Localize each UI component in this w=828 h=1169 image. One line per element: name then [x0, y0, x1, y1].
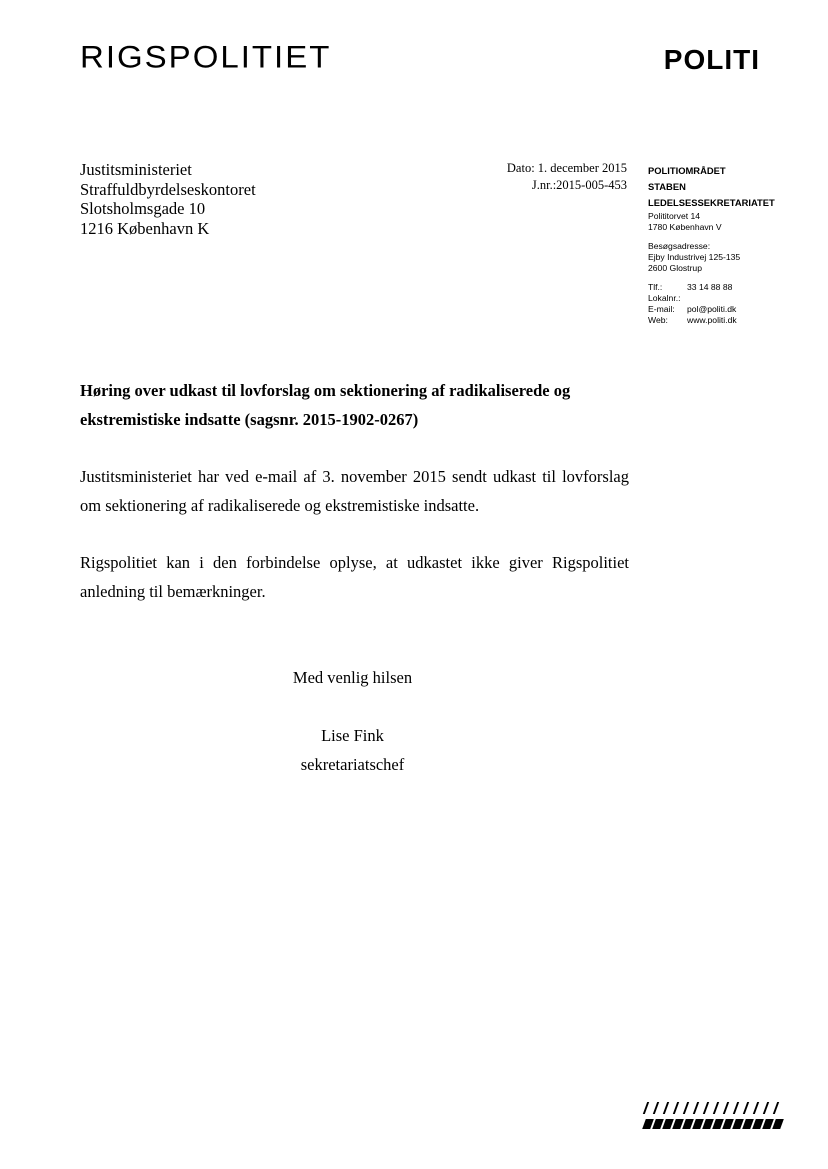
web-label: Web: [648, 315, 668, 325]
phone-label: Tlf.: [648, 282, 663, 292]
recipient-address [80, 160, 256, 238]
closing-greeting: Med venlig hilsen [292, 668, 413, 687]
footer-hatch-bold [644, 1119, 782, 1131]
extension-label: Lokalnr.: [648, 293, 681, 303]
recipient-line: Straffuldbyrdelseskontoret [80, 179, 256, 199]
web-value: www.politi.dk [687, 315, 737, 325]
web-row [648, 315, 775, 326]
email-label: E-mail: [648, 304, 675, 314]
politi-logo: POLITI [663, 44, 760, 75]
phone-row [648, 282, 775, 293]
sender-block [648, 163, 775, 326]
sender-address-line: Polititorvet 14 [648, 211, 701, 221]
email-row [648, 304, 775, 315]
body-paragraph-1: Justitsministeriet har ved e-mail af 3. november 2015 sendt udkast til lovforslag om sektionering af radikaliserede og ekstremistiske indsatte. [80, 467, 629, 515]
signatory-title: sekretariatschef [300, 755, 405, 774]
recipient-line: Slotsholmsgade 10 [80, 199, 206, 218]
document-date: Dato: 1. december 2015 [506, 161, 627, 175]
letter-subject: Høring over udkast til lovforslag om sektionering af radikaliserede og ekstremistiske indsatte (sagsnr. 2015-1902-0267) [80, 381, 571, 429]
sender-address-line: 1780 København V [648, 222, 722, 232]
sender-org: POLITIOMRÅDET [648, 165, 726, 176]
sender-department: LEDELSESSEKRETARIATET [648, 197, 775, 208]
visit-address-label: Besøgsadresse: [648, 241, 711, 251]
extension-row [648, 293, 775, 304]
body-paragraph-2: Rigspolitiet kan i den forbindelse oplyse, at udkastet ikke giver Rigspolitiet anledning til bemærkninger. [80, 553, 629, 601]
recipient-line: Justitsministeriet [80, 160, 192, 179]
visit-address-line: Ejby Industrivej 125-135 [648, 252, 741, 262]
email-value: pol@politi.dk [687, 304, 737, 314]
signatory-name: Lise Fink [321, 726, 384, 745]
phone-value: 33 14 88 88 [687, 282, 733, 292]
signature-block [0, 721, 705, 779]
document-reference: J.nr.:2015-005-453 [531, 178, 627, 192]
sender-unit: STABEN [648, 181, 686, 192]
visit-address-line: 2600 Glostrup [648, 263, 702, 273]
document-meta [507, 160, 627, 194]
brand-title: RIGSPOLITIET [80, 38, 332, 75]
footer-hatch-thin [645, 1102, 782, 1114]
recipient-line: 1216 København K [80, 218, 210, 238]
